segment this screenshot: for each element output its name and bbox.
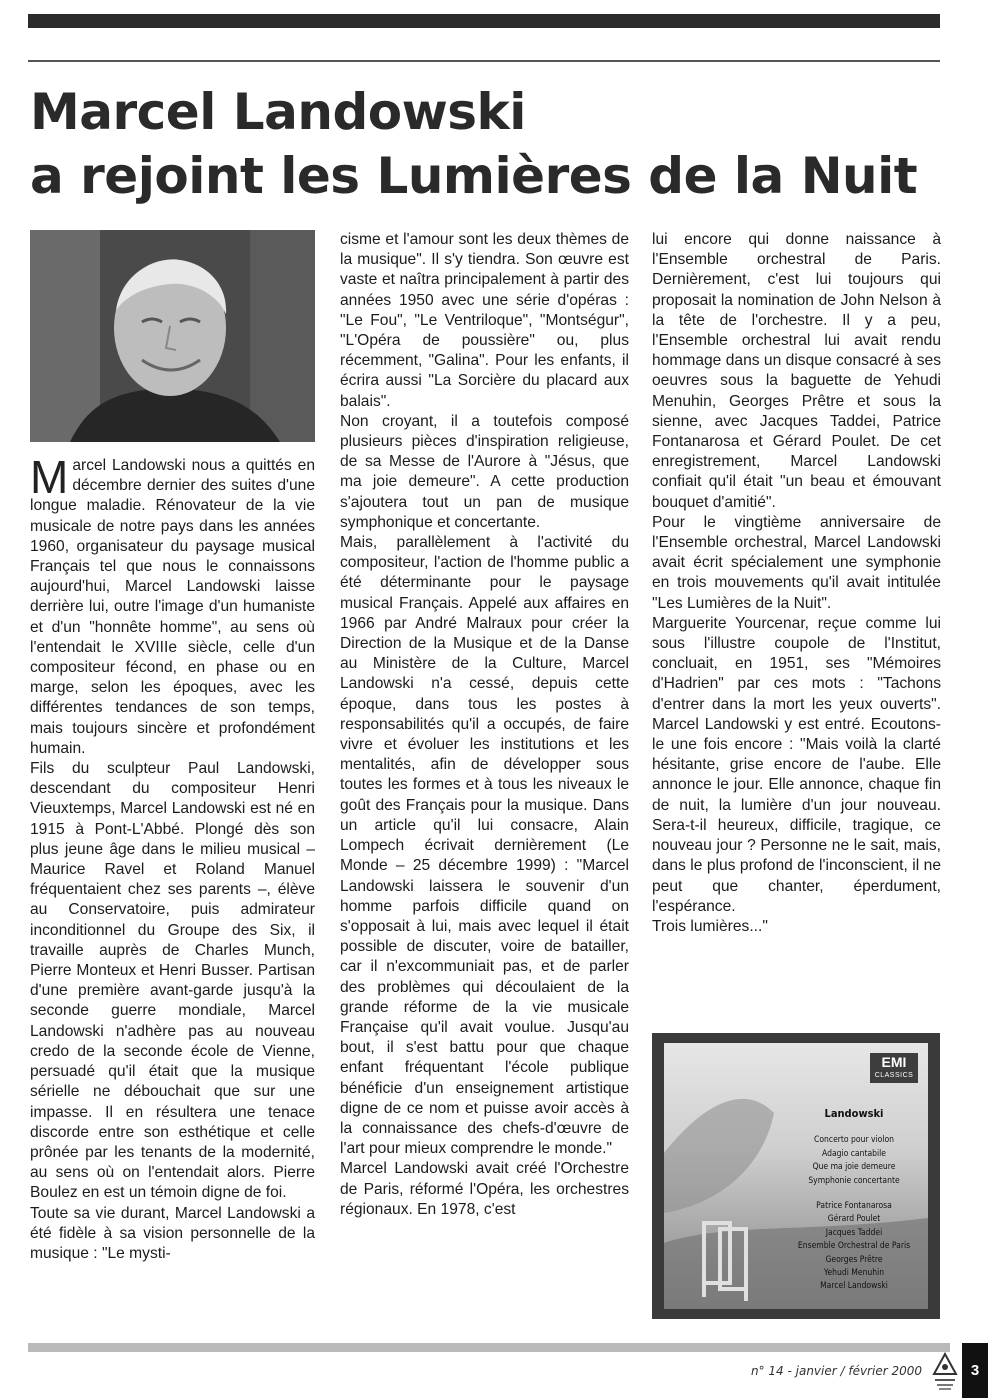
paragraph-ensemble: lui encore qui donne naissance à l'Ensemble orchestral de Paris. Dernièrement, c'est lui toujours qui proposait la nomination de John Nelson à la tête de l'orchestre. Il y a peu, l'Ensemble orchestral lui avait rendu hommage dans un disque consacré à ses oeuvres sous la baguette de Yehudi Menuhin, Georges Prêtre et sous la sienne, avec Jacques Taddei, Patrice Fontanarosa et Gérard Poulet. De cet enregistrement, Marcel Landowski confiait qu'il était "un beau et émouvant bouquet d'amitié". — [652, 231, 941, 511]
paragraph-orchestras: Marcel Landowski avait créé l'Orchestre de Paris, réformé l'Opéra, les orchestres régionaux. En 1978, c'est — [340, 1160, 629, 1218]
article-column-3 — [652, 230, 941, 937]
paragraph-yourcenar: Marguerite Yourcenar, reçue comme lui sous l'illustre coupole de l'Institut, concluait, en 1951, ses "Mémoires d'Hadrien" par ces mots : "Tachons d'entrer dans la mort les yeux ouverts". Marcel Landowski y est entré. Ecoutons-le une fois encore : "Mais voilà la clarté hésitante, grise encore de l'aube. Elle annonce le jour. Elle annonce, chaque fin de nuit, la lumière d'un jour nouveau. Sera-t-il heureux, difficile, tragique, ce nouveau jour ? Personne ne le sait, mais, dans le plus profond de l'inconscient, il ne peut que chanter, éperdument, l'espérance. — [652, 614, 941, 915]
portrait-photo — [30, 230, 315, 442]
headline-line-2: a rejoint les Lumières de la Nuit — [30, 147, 918, 205]
album-tracklist — [784, 1107, 924, 1294]
intro-text: arcel Landowski nous a quittés en décembre dernier des suites d'une longue maladie. Rénovateur de la vie musicale de notre pays dans les années 1960, organisateur du paysage musical Français tel que nous le connaissons aujourd'hui, Marcel Landowski laisse derrière lui, outre l'image d'un humaniste et d'un "honnête homme", au sens où l'entendait le XVIIIe siècle, celle d'un compositeur fécond, en phase ou en marge, selon les époques, avec les différentes tendances de son temps, mais toujours sincère et profondément humain. — [30, 457, 315, 757]
album-performer: Patrice Fontanarosa — [816, 1201, 892, 1212]
paragraph-anniversary: Pour le vingtième anniversaire de l'Ensemble orchestral, Marcel Landowski avait écrit spécialement une symphonie en trois mouvements qu'il avait intitulée "Les Lumières de la Nuit". — [652, 513, 941, 612]
album-performer: Marcel Landowski — [820, 1281, 888, 1292]
album-work: Adagio cantabile — [822, 1148, 886, 1159]
album-performer: Jacques Taddei — [825, 1227, 883, 1238]
album-performer: Ensemble Orchestral de Paris — [797, 1241, 911, 1252]
album-work: Concerto pour violon — [814, 1135, 894, 1146]
paragraph-public-action: Mais, parallèlement à l'activité du compositeur, l'action de l'homme public a été déterminante pour le paysage musical Français. Appelé aux affaires en 1966 par André Malraux pour créer la Direction de la Musique et de la Danse au Ministère de la Culture, Marcel Landowski n'a cessé, depuis cette époque, dans tous les postes à responsabilités qu'il a occupés, de faire vivre et évoluer les institutions et les mentalités, afin de développer sous toutes les formes et à tous les niveaux le goût des Français pour la musique. Dans un article qu'il lui consacre, Alain Lompech écrivait dernièrement (Le Monde – 25 décembre 1999) : "Marcel Landowski laissera le souvenir d'un homme parfois difficile quand on s'opposait à lui, mais avec lequel il était possible de discuter, voire de batailler, car il n'excommuniait pas, et de parler des problèmes qui découlaient de la grande réforme de la vie musicale Française qu'il avait voulue. Jusqu'au bout, il s'est battu pour que chaque enfant fréquentant l'école publique bénéficie d'un enseignement artistique digne de ce nom et puisse avoir accès à la connaissance des chefs-d'œuvre de l'art pour mieux comprendre le monde." — [340, 534, 629, 1158]
album-performer: Gérard Poulet — [827, 1214, 881, 1225]
album-performer: Georges Prêtre — [825, 1254, 883, 1265]
publisher-logo-icon — [932, 1352, 958, 1392]
paragraph-biography: Fils du sculpteur Paul Landowski, descendant du compositeur Henri Vieuxtemps, Marcel Landowski est né en 1915 à Pont-L'Abbé. Plongé dès son plus jeune âge dans le milieu musical – Maurice Ravel et Roland Manuel fréquentaient chez ses parents –, élève au Conservatoire, puis admirateur inconditionnel du Groupe des Six, il travaille auprès de Charles Munch, Pierre Monteux et Henri Busser. Partisan d'une première avant-garde jusqu'à la seconde guerre mondiale, Marcel Landowski n'adhère pas au nouveau credo de la seconde école de Vienne, persuadé qu'il était que la musique sérielle ne débouchait que sur une impasse. Il en résultera une tenace discorde entre son esthétique et celle prônée par les tenants de la modernité, au sens où on l'entendait alors. Pierre Boulez en est un témoin digne de foi. — [30, 760, 315, 1202]
emi-brand: EMI — [881, 1054, 907, 1070]
album-performer: Yehudi Menuhin — [823, 1268, 885, 1279]
paragraph-works: cisme et l'amour sont les deux thèmes de la musique". Il s'y tiendra. Son œuvre est vaste et naîtra principalement à partir des années 1950 avec une série d'opéras : "Le Fou", "Le Ventriloque", "Montségur", "L'Opéra de poussière" ou, plus récemment, "Galina". Pour les enfants, il écrira aussi "La Sorcière du placard aux balais". — [340, 231, 629, 410]
article-headline — [30, 80, 950, 208]
paragraph-intro — [30, 451, 315, 759]
top-rule — [28, 60, 940, 62]
emi-brand-sub: CLASSICS — [874, 1072, 914, 1079]
drop-cap: M — [30, 451, 69, 503]
bottom-rule — [28, 1343, 950, 1352]
paragraph-vision: Toute sa vie durant, Marcel Landowski a été fidèle à sa vision personnelle de la musique : "Le mysti- — [30, 1204, 315, 1262]
album-composer: Landowski — [824, 1107, 884, 1120]
page-number-tab — [962, 1343, 988, 1398]
emi-logo — [870, 1053, 918, 1083]
article-column-1 — [30, 230, 315, 1264]
paragraph-closing: Trois lumières..." — [652, 917, 768, 935]
album-cover-art — [664, 1043, 928, 1309]
album-work: Symphonie concertante — [808, 1175, 900, 1186]
album-cover-image — [652, 1033, 940, 1319]
paragraph-religious: Non croyant, il a toutefois composé plusieurs pièces d'inspiration religieuse, de sa Messe de l'Aurore à "Jésus, que ma joie demeure". A cette production s'ajoutera tout un pan de musique symphonique et concertante. — [340, 412, 629, 531]
portrait-illustration — [30, 230, 315, 442]
top-decorative-bar — [28, 14, 940, 28]
page-number: 3 — [970, 1362, 980, 1379]
album-work: Que ma joie demeure — [812, 1162, 896, 1173]
headline-line-1: Marcel Landowski — [30, 83, 526, 141]
issue-label: n° 14 - janvier / février 2000 — [750, 1364, 922, 1378]
article-column-2 — [340, 230, 629, 1220]
